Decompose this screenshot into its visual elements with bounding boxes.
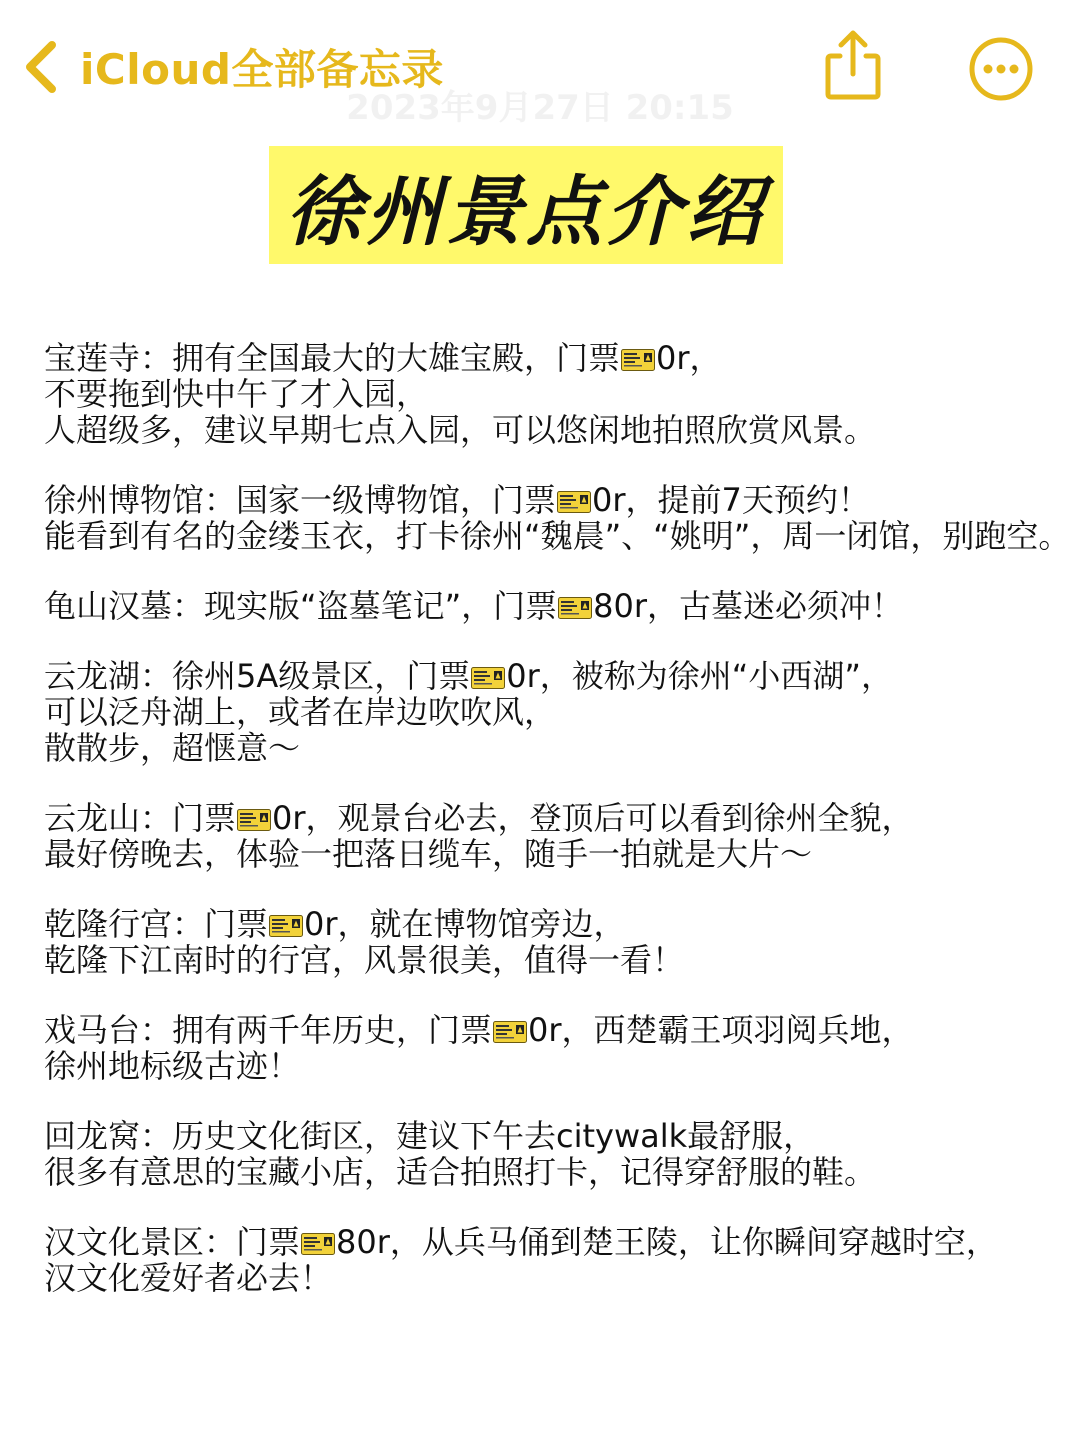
note-title: 徐州景点介绍 [286, 166, 766, 256]
line-text: 0r，就在博物馆旁边， [304, 905, 626, 943]
concert-ticket-icon [269, 915, 303, 937]
list-item [44, 906, 1074, 978]
text-line: 乾隆下江南时的行宫，风景很美，值得一看！ [44, 941, 685, 979]
line-text: 宝莲寺：拥有全国最大的大雄宝殿，门票 [44, 339, 621, 377]
line-text: 龟山汉墓：现实版“盗墓笔记”，门票 [44, 587, 558, 625]
line-text: 0r，观景台必去，登顶后可以看到徐州全貌， [272, 799, 914, 837]
text-line: 可以泛舟湖上，或者在岸边吹吹风， [44, 693, 557, 731]
list-item [44, 588, 1074, 624]
text-line: 回龙窝：历史文化街区，建议下午去citywalk最舒服， [44, 1117, 816, 1155]
line-text: 0r，提前7天预约！ [592, 481, 870, 519]
text-line [44, 800, 1074, 836]
line-text: 戏马台：拥有两千年历史，门票 [44, 1011, 493, 1049]
concert-ticket-icon [301, 1233, 335, 1255]
line-text: 0r， [656, 339, 722, 377]
text-line [44, 658, 1074, 694]
list-item [44, 1012, 1074, 1084]
concert-ticket-icon [471, 667, 505, 689]
line-text: 80r，从兵马俑到楚王陵，让你瞬间穿越时空， [336, 1223, 998, 1261]
text-line: 徐州地标级古迹！ [44, 1047, 301, 1085]
text-line [44, 340, 1074, 376]
line-text: 云龙山：门票 [44, 799, 237, 837]
text-line: 人超级多，建议早期七点入园，可以悠闲地拍照欣赏风景。 [44, 411, 877, 449]
text-line: 散散步，超惬意～ [44, 729, 301, 767]
text-line: 能看到有名的金缕玉衣，打卡徐州“魏晨”、“姚明”，周一闭馆，别跑空。 [44, 517, 1071, 555]
line-text: 80r，古墓迷必须冲！ [593, 587, 904, 625]
text-line: 汉文化爱好者必去！ [44, 1259, 333, 1297]
text-line: 最好傍晚去，体验一把落日缆车，随手一拍就是大片～ [44, 835, 813, 873]
list-item [44, 1118, 1074, 1190]
concert-ticket-icon [558, 597, 592, 619]
list-item [44, 800, 1074, 872]
note-body[interactable] [44, 340, 1074, 1330]
line-text: 0r，西楚霸王项羽阅兵地， [528, 1011, 914, 1049]
list-item [44, 340, 1074, 448]
line-text: 乾隆行宫：门票 [44, 905, 269, 943]
note-date: 2023年9月27日 20:15 [346, 88, 734, 128]
line-text: 徐州博物馆：国家一级博物馆，门票 [44, 481, 557, 519]
back-button-label: iCloud全部备忘录 [80, 45, 444, 94]
concert-ticket-icon [621, 349, 655, 371]
title-highlight [269, 146, 783, 264]
concert-ticket-icon [237, 809, 271, 831]
line-text: 0r，被称为徐州“小西湖”， [506, 657, 893, 695]
text-line [44, 1012, 1074, 1048]
list-item [44, 482, 1074, 554]
text-line [44, 906, 1074, 942]
text-line [44, 1224, 1074, 1260]
text-line: 很多有意思的宝藏小店，适合拍照打卡，记得穿舒服的鞋。 [44, 1153, 877, 1191]
line-text: 云龙湖：徐州5A级景区，门票 [44, 657, 471, 695]
line-text: 汉文化景区：门票 [44, 1223, 301, 1261]
concert-ticket-icon [493, 1021, 527, 1043]
concert-ticket-icon [557, 491, 591, 513]
list-item [44, 658, 1074, 766]
list-item [44, 1224, 1074, 1296]
text-line [44, 588, 1074, 624]
text-line: 不要拖到快中午了才入园， [44, 375, 429, 413]
text-line [44, 482, 1074, 518]
